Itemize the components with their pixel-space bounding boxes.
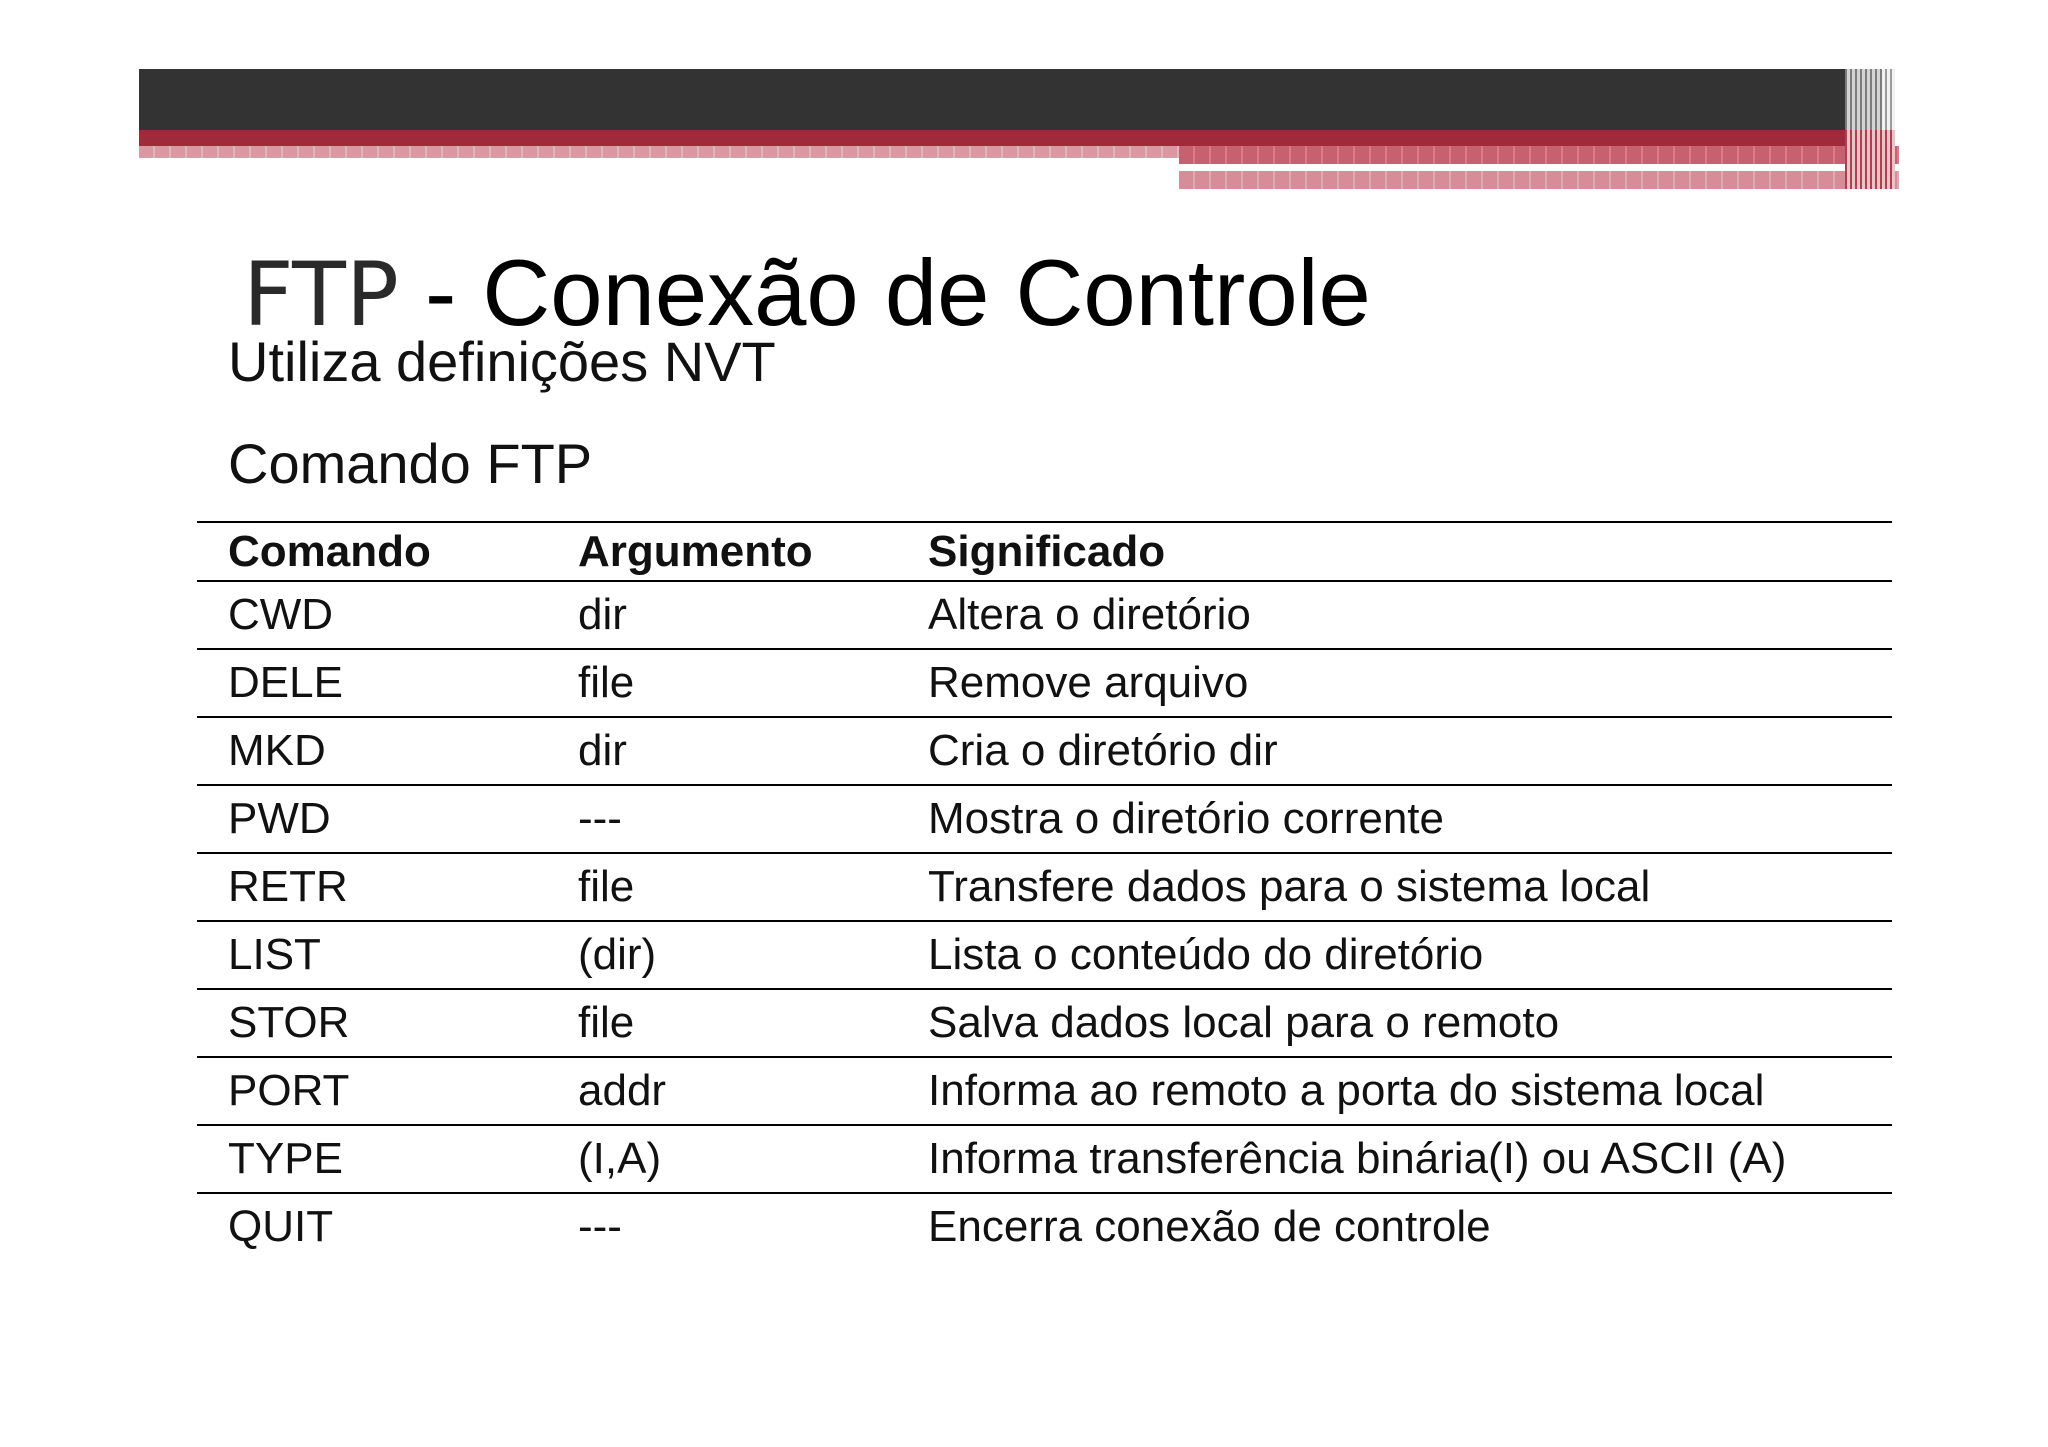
cell-meaning: Cria o diretório dir [897, 717, 1892, 785]
cell-command: DELE [197, 649, 547, 717]
cell-meaning: Salva dados local para o remoto [897, 989, 1892, 1057]
table-caption: Comando FTP [228, 432, 593, 495]
ftp-command-table [197, 521, 1892, 1260]
table-row [197, 581, 1892, 649]
header-banner [0, 0, 2048, 200]
banner-dark-bar [139, 69, 1882, 130]
cell-command: CWD [197, 581, 547, 649]
table-row [197, 921, 1892, 989]
cell-meaning: Altera o diretório [897, 581, 1892, 649]
cell-argument: (dir) [547, 921, 897, 989]
banner-white-strip [1179, 164, 1769, 171]
banner-red-bar [139, 130, 1882, 146]
slide-title-prefix: FTP [243, 243, 399, 346]
table-row [197, 649, 1892, 717]
banner-pink-strip-bottom [1179, 171, 1899, 189]
banner-pink-strip-left [139, 146, 1179, 158]
cell-command: PWD [197, 785, 547, 853]
cell-meaning: Informa ao remoto a porta do sistema local [897, 1057, 1892, 1125]
table-row [197, 1193, 1892, 1260]
banner-pink-strip-right [1179, 146, 1899, 164]
table-row [197, 853, 1892, 921]
cell-meaning: Encerra conexão de controle [928, 1202, 1491, 1251]
banner-ridge-red-decoration [1845, 130, 1895, 189]
cell-argument: addr [547, 1057, 897, 1125]
table-row [197, 1057, 1892, 1125]
header-significado: Significado [897, 522, 1892, 581]
cell-meaning: Transfere dados para o sistema local [897, 853, 1892, 921]
header-argumento: Argumento [547, 522, 897, 581]
cell-meaning: Remove arquivo [897, 649, 1892, 717]
cell-command: LIST [197, 921, 547, 989]
cell-argument: dir [547, 717, 897, 785]
header-comando: Comando [197, 522, 547, 581]
slide-subtitle: Utiliza definições NVT [228, 330, 776, 393]
cell-command: PORT [197, 1057, 547, 1125]
cell-command: TYPE [197, 1125, 547, 1193]
cell-command: MKD [197, 717, 547, 785]
cell-meaning: Lista o conteúdo do diretório [897, 921, 1892, 989]
cell-command: RETR [197, 853, 547, 921]
cell-meaning: Mostra o diretório corrente [897, 785, 1892, 853]
cell-argument: (I,A) [547, 1125, 897, 1193]
slide-title-rest: - Conexão de Controle [398, 240, 1371, 345]
cell-argument: dir [547, 581, 897, 649]
cell-argument: --- [578, 1202, 622, 1251]
cell-argument: file [547, 989, 897, 1057]
table-row [197, 989, 1892, 1057]
cell-command: QUIT [228, 1202, 334, 1251]
table-row [197, 1125, 1892, 1193]
table-row [197, 785, 1892, 853]
table-row [197, 717, 1892, 785]
slide-title [243, 240, 1371, 346]
cell-argument: file [547, 649, 897, 717]
cell-argument: file [547, 853, 897, 921]
cell-command: STOR [197, 989, 547, 1057]
cell-meaning: Informa transferência binária(I) ou ASCII (A) [897, 1125, 1892, 1193]
table-header-row [197, 522, 1892, 581]
cell-argument: --- [547, 785, 897, 853]
